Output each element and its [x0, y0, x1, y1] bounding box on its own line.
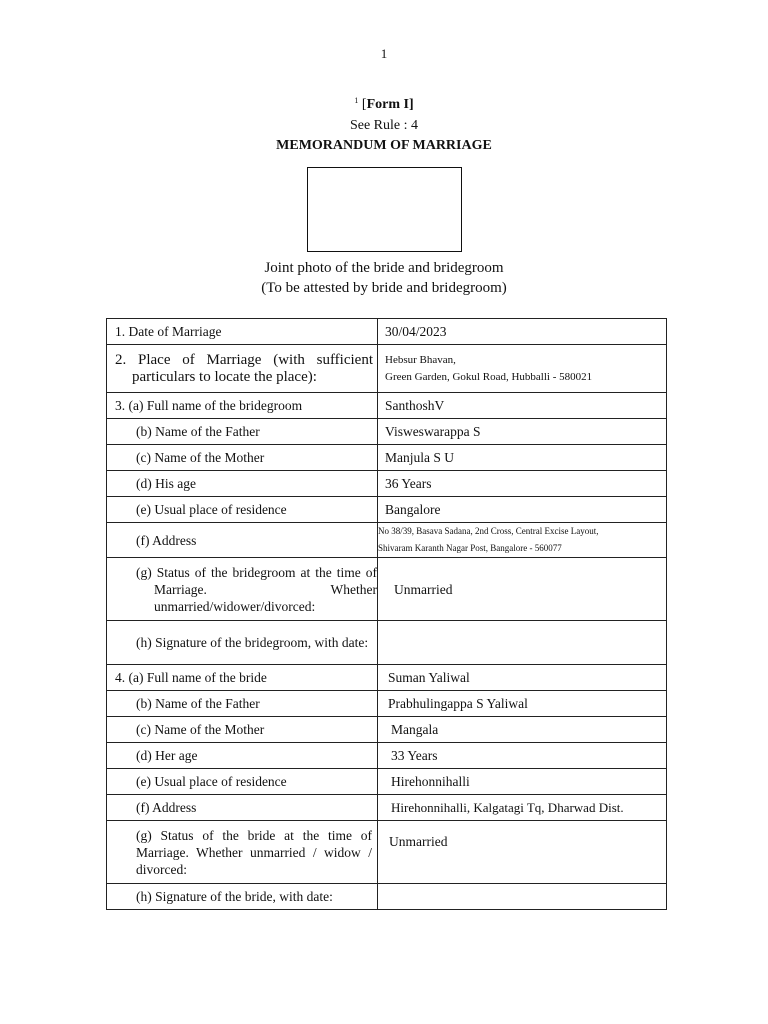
address-line1: No 38/39, Basava Sadana, 2nd Cross, Central Excise Layout, — [378, 526, 599, 536]
rule-reference: See Rule : 4 — [349, 118, 419, 133]
bridegroom-residence-value: Bangalore — [378, 497, 667, 523]
table-row — [107, 665, 667, 691]
bride-father-label: (b) Name of the Father — [107, 691, 378, 717]
photo-attestation-note: (To be attested by bride and bridegroom) — [261, 280, 507, 296]
bride-name-value: Suman Yaliwal — [378, 665, 667, 691]
bridegroom-father-value: Visweswarappa S — [378, 419, 667, 445]
table-row — [107, 497, 667, 523]
date-of-marriage-label: 1. Date of Marriage — [107, 319, 378, 345]
bridegroom-age-label: (d) His age — [107, 471, 378, 497]
table-row — [107, 393, 667, 419]
bridegroom-status-value: Unmarried — [378, 558, 667, 621]
table-row — [107, 769, 667, 795]
bridegroom-signature-label: (h) Signature of the bridegroom, with date: — [107, 621, 378, 665]
marriage-details-table — [106, 318, 667, 910]
bride-age-label: (d) Her age — [107, 743, 378, 769]
bride-age-value: 33 Years — [378, 743, 667, 769]
table-row — [107, 319, 667, 345]
table-row — [107, 717, 667, 743]
footnote-mark: 1 — [354, 96, 359, 105]
place-label-line2: particulars to locate the place): — [132, 368, 317, 385]
photo-caption: Joint photo of the bride and bridegroom — [264, 260, 504, 276]
bridegroom-address-value — [378, 523, 667, 558]
bride-address-label: (f) Address — [107, 795, 378, 821]
table-row — [107, 621, 667, 665]
bride-residence-label: (e) Usual place of residence — [107, 769, 378, 795]
bridegroom-status-label: (g) Status of the bridegroom at the time of Marriage. Whether unmarried/widower/divorced: — [107, 558, 378, 621]
page-number: 1 — [380, 46, 388, 61]
bridegroom-signature-value — [378, 621, 667, 665]
bride-mother-label: (c) Name of the Mother — [107, 717, 378, 743]
bride-mother-value: Mangala — [378, 717, 667, 743]
place-label-line1: 2. Place of Marriage (with sufficient — [115, 351, 373, 368]
form-title: Form I] — [366, 97, 414, 112]
bracket-open: [ — [361, 97, 367, 112]
place-of-marriage-label — [107, 345, 378, 393]
table-row — [107, 471, 667, 497]
place-value-line1: Hebsur Bhavan, — [385, 353, 456, 366]
bridegroom-name-label: 3. (a) Full name of the bridegroom — [107, 393, 378, 419]
place-of-marriage-value — [378, 345, 667, 393]
bridegroom-residence-label: (e) Usual place of residence — [107, 497, 378, 523]
form-heading — [0, 96, 768, 113]
document-title: MEMORANDUM OF MARRIAGE — [276, 138, 492, 153]
place-value-line2: Green Garden, Gokul Road, Hubballi - 580021 — [385, 370, 593, 383]
bridegroom-mother-label: (c) Name of the Mother — [107, 445, 378, 471]
table-row — [107, 558, 667, 621]
table-row — [107, 884, 667, 910]
bride-address-value: Hirehonnihalli, Kalgatagi Tq, Dharwad Dist. — [378, 795, 667, 821]
bride-name-label: 4. (a) Full name of the bride — [107, 665, 378, 691]
table-row — [107, 743, 667, 769]
table-row — [107, 821, 667, 884]
date-of-marriage-value: 30/04/2023 — [378, 319, 667, 345]
bride-status-label: (g) Status of the bride at the time of Marriage. Whether unmarried / widow / divorced: — [107, 821, 378, 884]
table-row — [107, 523, 667, 558]
bridegroom-name-value: SanthoshV — [378, 393, 667, 419]
bridegroom-mother-value: Manjula S U — [378, 445, 667, 471]
table-row — [107, 795, 667, 821]
bridegroom-age-value: 36 Years — [378, 471, 667, 497]
joint-photo-box — [307, 167, 462, 252]
bride-residence-value: Hirehonnihalli — [378, 769, 667, 795]
bride-signature-value — [378, 884, 667, 910]
table-row — [107, 419, 667, 445]
bride-father-value: Prabhulingappa S Yaliwal — [378, 691, 667, 717]
address-line2: Shivaram Karanth Nagar Post, Bangalore - 560077 — [378, 543, 562, 553]
table-row — [107, 691, 667, 717]
table-row — [107, 445, 667, 471]
bridegroom-father-label: (b) Name of the Father — [107, 419, 378, 445]
bride-signature-label: (h) Signature of the bride, with date: — [107, 884, 378, 910]
bride-status-value: Unmarried — [378, 821, 667, 884]
bridegroom-address-label: (f) Address — [107, 523, 378, 558]
table-row — [107, 345, 667, 393]
